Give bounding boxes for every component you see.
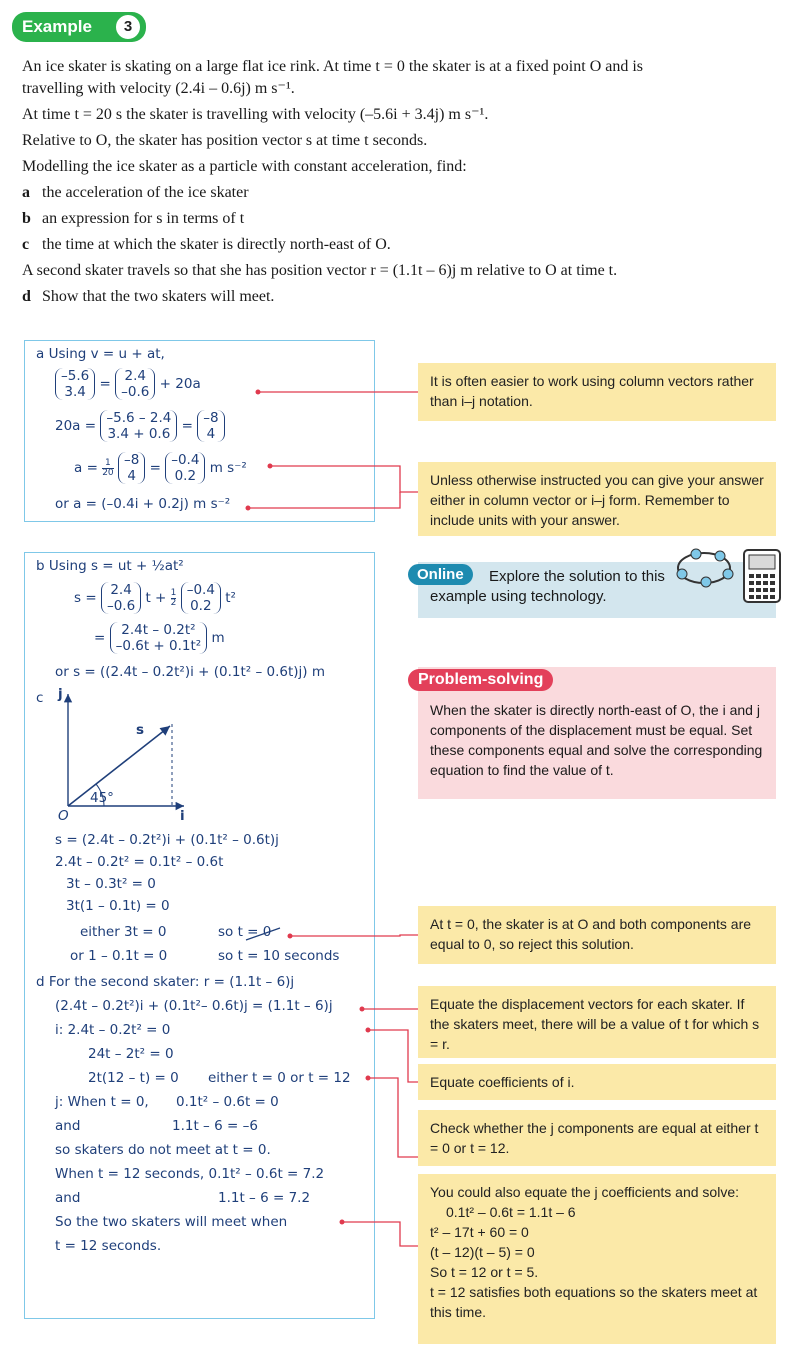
matrix-u: 2.4 –0.6	[115, 368, 155, 400]
online-badge[interactable]: Online	[408, 564, 473, 585]
geogebra-icon[interactable]	[672, 544, 736, 592]
work-d-line2: (2.4t – 0.2t²)i + (0.1t²– 0.6t)j = (1.1t – 6)j	[55, 998, 333, 1014]
work-c-line2: 2.4t – 0.2t² = 0.1t² – 0.6t	[55, 854, 224, 870]
work-d-jeq1: 0.1t² – 0.6t = 0	[176, 1094, 279, 1110]
work-b-line2: s = 2.4 –0.6 t + $\frac{1}{2}$ –0.4 0.2 t²	[74, 582, 236, 614]
work-d-line7: and	[55, 1118, 81, 1134]
work-d-jeq3: 1.1t – 6 = 7.2	[218, 1190, 311, 1206]
work-d-line5: 2t(12 – t) = 0	[88, 1070, 179, 1086]
online-text-line1: Explore the solution to this	[489, 568, 665, 585]
work-c-so2: so t = 10 seconds	[218, 948, 340, 964]
question-p1-line2: travelling with velocity (2.4i – 0.6j) m s⁻¹.	[22, 80, 295, 97]
work-a-line5: or a = (–0.4i + 0.2j) m s⁻²	[55, 496, 231, 512]
part-a-label: a	[22, 184, 30, 201]
fraction-1-20: $\frac{1}{20}$	[102, 457, 114, 478]
note7-line2: t² – 17t + 60 = 0	[430, 1224, 529, 1240]
question-p3: Relative to O, the skater has position vector s at time t seconds.	[22, 132, 428, 149]
work-d-either: either t = 0 or t = 12	[208, 1070, 351, 1086]
note7-line4: So t = 12 or t = 5.	[430, 1264, 539, 1280]
work-c-line6: or 1 – 0.1t = 0	[70, 948, 168, 964]
example-number: 3	[114, 13, 142, 41]
note-reject-solution: At t = 0, the skater is at O and both components are equal to 0, so reject this solution.	[418, 906, 776, 964]
work-b-line3: = 2.4t – 0.2t² –0.6t + 0.1t² m	[94, 622, 225, 654]
note-equate-displacement: Equate the displacement vectors for each skater. If the skaters meet, there will be a value of t for which s = r.	[418, 986, 776, 1058]
work-b-line4: or s = ((2.4t – 0.2t²)i + (0.1t² – 0.6t)j) m	[55, 664, 326, 680]
question-p1-line1: An ice skater is skating on a large flat ice rink. At time t = 0 the skater is at a fixed point O and is	[22, 58, 644, 75]
matrix-s2: –0.4 0.2	[181, 582, 221, 614]
work-d-line10: and	[55, 1190, 81, 1206]
problem-solving-badge: Problem-solving	[408, 669, 553, 691]
matrix-s3: 2.4t – 0.2t² –0.6t + 0.1t²	[110, 622, 208, 654]
work-c-line5: either 3t = 0	[80, 924, 167, 940]
question-p5: A second skater travels so that she has position vector r = (1.1t – 6)j m relative to O at time t.	[22, 262, 618, 279]
work-a-line2: –5.6 3.4 = 2.4 –0.6 + 20a	[55, 368, 201, 400]
question-p4: Modelling the ice skater as a particle with constant acceleration, find:	[22, 158, 467, 175]
note-alternative-method	[418, 1174, 776, 1344]
part-c-text: the time at which the skater is directly north-east of O.	[42, 236, 391, 253]
work-b-line1: b Using s = ut + ½at²	[36, 558, 184, 574]
part-c-label: c	[22, 236, 30, 253]
work-a-line1: a Using v = u + at,	[36, 346, 165, 362]
part-a-text: the acceleration of the ice skater	[42, 184, 249, 201]
diagram-j-label: j	[58, 686, 63, 702]
matrix-s1: 2.4 –0.6	[101, 582, 141, 614]
work-a-line4: a = $\frac{1}{20}$ –8 4 = –0.4 0.2 m s⁻²	[74, 452, 247, 484]
matrix-v: –5.6 3.4	[55, 368, 95, 400]
question-p2: At time t = 20 s the skater is travelling with velocity (–5.6i + 3.4j) m s⁻¹.	[22, 106, 489, 123]
work-c-line3: 3t – 0.3t² = 0	[66, 876, 156, 892]
note-answer-form: Unless otherwise instructed you can give your answer either in column vector or i–j form. Remember to include units with your answer.	[418, 462, 776, 536]
part-b-label: b	[22, 210, 31, 227]
matrix-diff: –5.6 – 2.4 3.4 + 0.6	[100, 410, 177, 442]
work-d-line8: so skaters do not meet at t = 0.	[55, 1142, 271, 1158]
note-check-j: Check whether the j components are equal at either t = 0 or t = 12.	[418, 1110, 776, 1166]
diagram-origin-label: O	[58, 808, 69, 824]
note7-line3: (t – 12)(t – 5) = 0	[430, 1244, 535, 1260]
north-east-diagram	[52, 688, 202, 818]
work-c-line4: 3t(1 – 0.1t) = 0	[66, 898, 170, 914]
note-equate-i: Equate coefficients of i.	[418, 1064, 776, 1100]
diagram-i-label: i	[180, 808, 185, 824]
diagram-angle-label: 45°	[90, 790, 114, 806]
work-a-line3: 20a = –5.6 – 2.4 3.4 + 0.6 = –8 4	[55, 410, 225, 442]
work-c-line1: s = (2.4t – 0.2t²)i + (0.1t² – 0.6t)j	[55, 832, 279, 848]
work-d-line11: So the two skaters will meet when	[55, 1214, 288, 1230]
matrix-a: –0.4 0.2	[165, 452, 205, 484]
note7-line1: 0.1t² – 0.6t = 1.1t – 6	[446, 1204, 576, 1220]
part-b-text: an expression for s in terms of t	[42, 210, 245, 227]
work-d-line9: When t = 12 seconds, 0.1t² – 0.6t = 7.2	[55, 1166, 325, 1182]
fraction-half: $\frac{1}{2}$	[170, 587, 177, 608]
matrix-res2: –8 4	[118, 452, 145, 484]
diagram-s-label: s	[136, 722, 145, 738]
note-column-vectors: It is often easier to work using column vectors rather than i–j notation.	[418, 363, 776, 421]
part-d-text: Show that the two skaters will meet.	[42, 288, 275, 305]
work-c-so1: so t = 0	[218, 924, 272, 940]
work-d-line12: t = 12 seconds.	[55, 1238, 162, 1254]
matrix-res: –8 4	[197, 410, 224, 442]
work-d-line4: 24t – 2t² = 0	[88, 1046, 174, 1062]
problem-solving-text: When the skater is directly north-east of O, the i and j components of the displacement must be equal. Set these components equal and solve the corresponding equation to find the value of t.	[430, 702, 763, 778]
note7-line5: t = 12 satisfies both equations so the skaters meet at this time.	[430, 1284, 758, 1320]
note7-head: You could also equate the j coefficients and solve:	[430, 1184, 739, 1200]
work-d-line1: d For the second skater: r = (1.1t – 6)j	[36, 974, 295, 990]
online-text-line2: example using technology.	[430, 588, 607, 605]
example-label: Example	[22, 17, 92, 36]
part-d-label: d	[22, 288, 31, 305]
strike-through	[244, 926, 284, 942]
work-d-line6: j: When t = 0,	[55, 1094, 149, 1110]
calculator-icon[interactable]	[742, 548, 782, 604]
work-d-jeq2: 1.1t – 6 = –6	[172, 1118, 258, 1134]
work-c-label: c	[36, 690, 44, 706]
work-d-line3: i: 2.4t – 0.2t² = 0	[55, 1022, 171, 1038]
